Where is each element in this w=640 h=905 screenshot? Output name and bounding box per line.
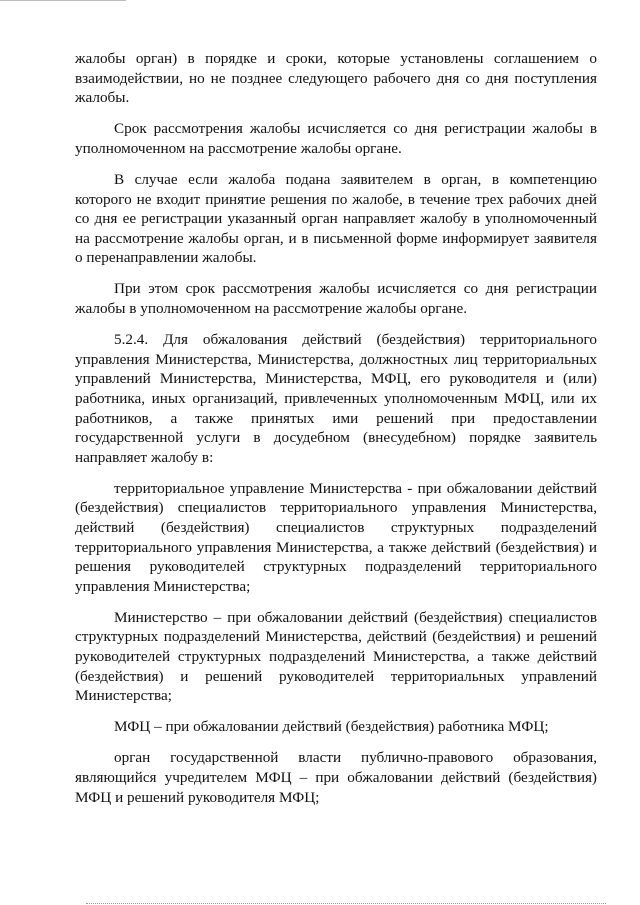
paragraph-review-term-redirected: При этом срок рассмотрения жалобы исчисляется со дня регистрации жалобы в уполномоченном на рассмотрение жалобы органе. bbox=[75, 280, 597, 318]
list-item-ministry: Министерство – при обжаловании действий (бездействия) специалистов структурных подразделений Министерства, действий (бездействия) и решений руководителей структурных подразделений Министерства, а также действий (бездействия) и решений руководителей территориальных управлений Министерства; bbox=[75, 608, 597, 705]
document-body bbox=[75, 49, 597, 819]
paragraph-review-term: Срок рассмотрения жалобы исчисляется со дня регистрации жалобы в уполномоченном на рассмотрение жалобы органе. bbox=[75, 120, 597, 157]
paragraph-section-5-2-4: 5.2.4. Для обжалования действий (бездействия) территориального управления Министерства, Министерства, должностных лиц территориальных управлений Министерства, Министерства, МФЦ, его руководителя и (или) работника, иных организаций, привлеченных уполномоченным МФЦ, или их работников, а также принятых ими решений при предоставлении государственной услуги в досудебном (внесудебном) порядке заявитель направляет жалобу в: bbox=[75, 331, 597, 466]
paragraph-redirect: В случае если жалоба подана заявителем в орган, в компетенцию которого не входит принятие решения по жалобе, в течение трех рабочих дней со дня ее регистрации указанный орган направляет жалобу в уполномоченный на рассмотрение жалобы орган, и в письменной форме информирует заявителя о перенаправлении жалобы. bbox=[75, 170, 597, 267]
list-item-mfc-founder: орган государственной власти публично-правового образования, являющийся учредителем МФЦ – при обжаловании действий (бездействия) МФЦ и решений руководителя МФЦ; bbox=[75, 749, 597, 806]
list-item-territorial-office: территориальное управление Министерства - при обжаловании действий (бездействия) специалистов территориального управления Министерства, действий (бездействия) специалистов структурных подразделений территориального управления Министерства, а также действий (бездействия) и решения руководителей структурных подразделений территориального управления Министерства; bbox=[75, 479, 597, 595]
scan-artifact-top bbox=[0, 0, 126, 1]
paragraph-continuation: жалобы орган) в порядке и сроки, которые установлены соглашением о взаимодействии, но не позднее следующего рабочего дня со дня поступления жалобы. bbox=[75, 50, 597, 107]
list-item-mfc: МФЦ – при обжаловании действий (бездействия) работника МФЦ; bbox=[114, 718, 549, 736]
